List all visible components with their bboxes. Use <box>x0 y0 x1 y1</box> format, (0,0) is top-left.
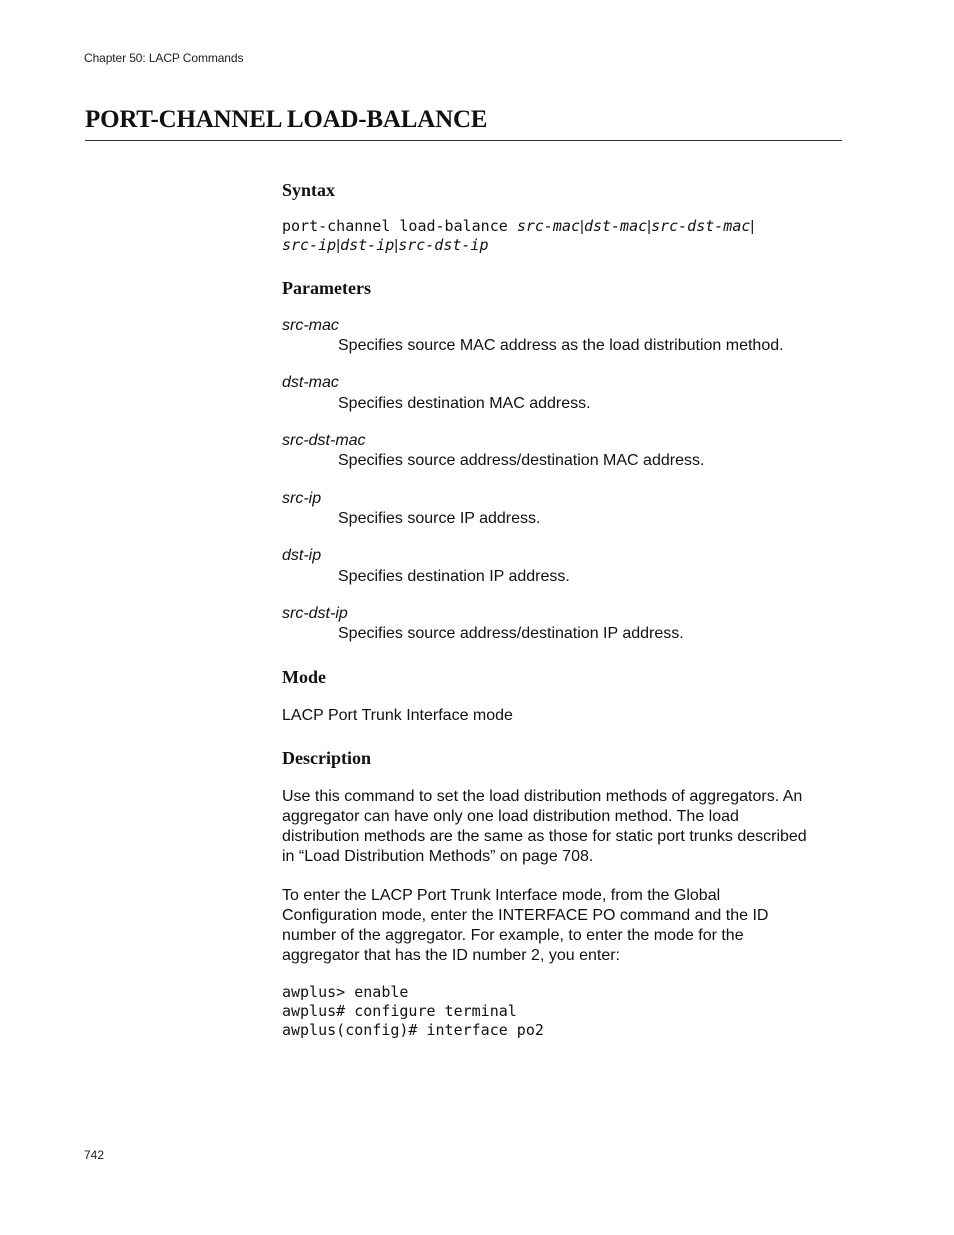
paragraph-line: in “Load Distribution Methods” on page 708. <box>282 848 594 865</box>
param-name: src-dst-ip <box>282 605 348 622</box>
description-paragraph-2 <box>282 886 842 966</box>
syntax-arg: src-mac <box>516 217 581 235</box>
example-code-line: awplus# configure terminal <box>282 1002 517 1020</box>
syntax-line-2 <box>282 236 489 255</box>
paragraph-line: To enter the LACP Port Trunk Interface mode, from the Global <box>282 887 721 904</box>
syntax-arg: src-ip <box>282 236 337 254</box>
param-desc: Specifies source address/destination MAC address. <box>338 452 705 469</box>
syntax-line-1 <box>282 217 754 236</box>
parameters-heading: Parameters <box>282 278 371 298</box>
paragraph-line: aggregator that has the ID number 2, you enter: <box>282 947 620 964</box>
description-paragraph-1 <box>282 787 842 867</box>
mode-heading: Mode <box>282 667 326 687</box>
syntax-separator: | <box>750 218 755 235</box>
param-name: dst-mac <box>282 374 339 391</box>
paragraph-line: number of the aggregator. For example, to enter the mode for the <box>282 927 744 944</box>
syntax-arg: dst-ip <box>340 236 395 254</box>
syntax-separator: | <box>336 237 341 254</box>
title-rule <box>85 140 842 141</box>
mode-text: LACP Port Trunk Interface mode <box>282 707 513 724</box>
syntax-arg: src-dst-mac <box>651 217 751 235</box>
syntax-command: port-channel load-balance <box>282 217 508 235</box>
param-name: src-ip <box>282 490 322 507</box>
paragraph-line: Configuration mode, enter the INTERFACE PO command and the ID <box>282 907 769 924</box>
page-title: PORT-CHANNEL LOAD-BALANCE <box>85 106 488 133</box>
paragraph-line: aggregator can have only one load distribution method. The load <box>282 808 739 825</box>
example-code-line: awplus> enable <box>282 983 409 1001</box>
running-head: Chapter 50: LACP Commands <box>84 51 244 65</box>
syntax-separator: | <box>394 237 399 254</box>
syntax-heading: Syntax <box>282 180 336 200</box>
param-desc: Specifies source MAC address as the load distribution method. <box>338 337 784 354</box>
syntax-arg: dst-mac <box>583 217 648 235</box>
param-desc: Specifies source address/destination IP address. <box>338 625 684 642</box>
example-code-line: awplus(config)# interface po2 <box>282 1021 544 1039</box>
syntax-arg: src-dst-ip <box>398 236 489 254</box>
param-name: src-dst-mac <box>282 432 366 449</box>
param-name: dst-ip <box>282 547 322 564</box>
param-desc: Specifies destination MAC address. <box>338 395 591 412</box>
paragraph-line: Use this command to set the load distribution methods of aggregators. An <box>282 788 803 805</box>
syntax-separator: | <box>580 218 584 235</box>
syntax-separator: | <box>647 218 652 235</box>
param-name: src-mac <box>282 317 339 334</box>
param-desc: Specifies source IP address. <box>338 510 541 527</box>
description-heading: Description <box>282 748 371 768</box>
param-desc: Specifies destination IP address. <box>338 568 570 585</box>
paragraph-line: distribution methods are the same as those for static port trunks described <box>282 828 807 845</box>
page-number: 742 <box>84 1148 105 1162</box>
